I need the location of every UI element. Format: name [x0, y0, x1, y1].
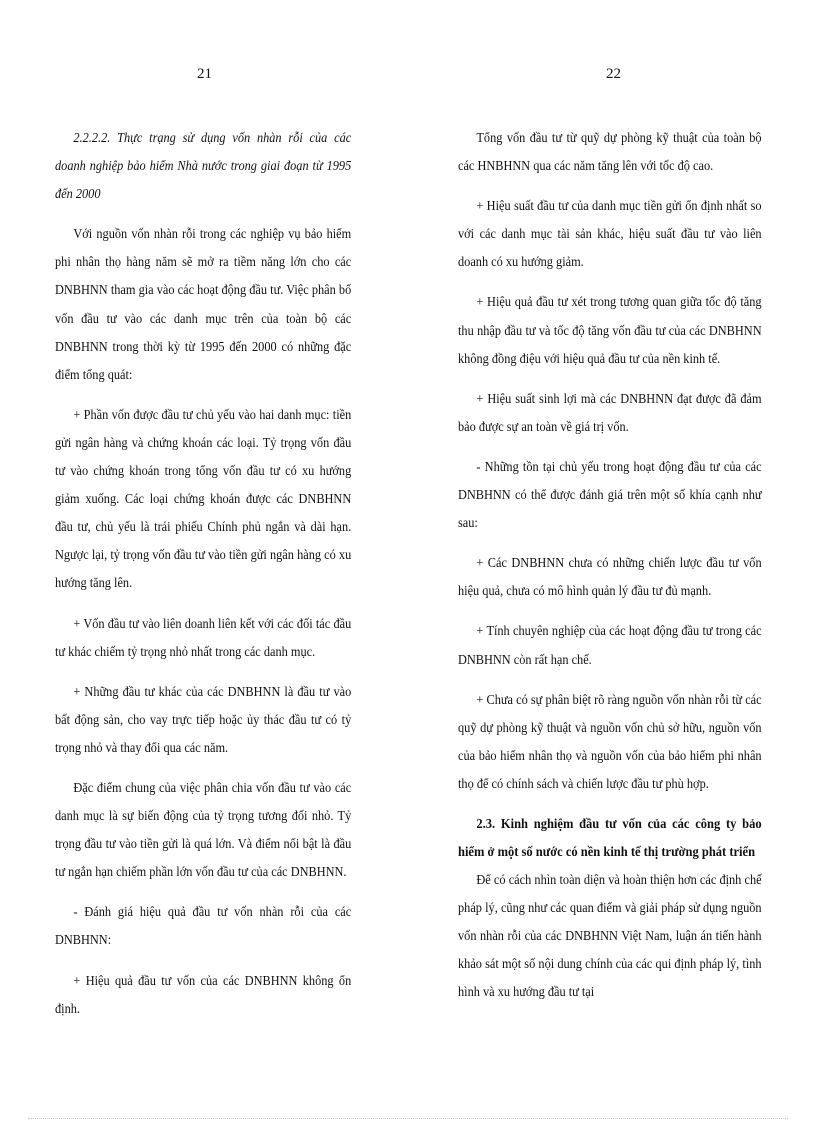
- paragraph: + Tính chuyên nghiệp của các hoạt động đầu tư trong các DNBHNN còn rất hạn chế.: [458, 623, 762, 667]
- paragraph: + Những đầu tư khác của các DNBHNN là đầu tư vào bất động sản, cho vay trực tiếp hoặc ủy thác đầu tư có tỷ trọng nhỏ và thay đổi qua các năm.: [55, 683, 352, 755]
- paragraph: Với nguồn vốn nhàn rỗi trong các nghiệp vụ bảo hiểm phi nhân thọ hàng năm sẽ mở ra tiềm năng lớn cho các DNBHNN tham gia vào các hoạt động đầu tư. Việc phân bổ vốn đầu tư vào các danh mục trên của toàn bộ các DNBHNN trong thời kỳ từ 1995 đến 2000 có những đặc điểm tổng quát:: [55, 226, 352, 382]
- paragraph: + Hiệu suất sinh lợi mà các DNBHNN đạt được đã đảm bảo được sự an toàn về giá trị vốn.: [458, 390, 762, 434]
- paragraph: + Hiệu quả đầu tư xét trong tương quan giữa tốc độ tăng thu nhập đầu tư và tốc độ tăng vốn đầu tư của các DNBHNN không đồng điệu với hiệu quả đầu tư của nền kinh tế.: [458, 294, 762, 366]
- paragraph: Để có cách nhìn toàn diện và hoàn thiện hơn các định chế pháp lý, cũng như các quan điểm và giải pháp sử dụng nguồn vốn nhàn rỗi của các DNBHNN Việt Nam, luận án tiến hành khảo sát một số nội dung chính của các qui định pháp lý, tình hình và xu hướng đầu tư tại: [458, 871, 762, 1000]
- left-page-column: [55, 124, 351, 1035]
- page-bottom-divider: [28, 1118, 788, 1119]
- paragraph: + Chưa có sự phân biệt rõ ràng nguồn vốn nhàn rỗi từ các quỹ dự phòng kỹ thuật và nguồn vốn chủ sở hữu, nguồn vốn của bảo hiểm nhân thọ và nguồn vốn của bảo hiểm phi nhân thọ để có chính sách và chiến lược đầu tư phù hợp.: [458, 691, 762, 791]
- paragraph: Tổng vốn đầu tư từ quỹ dự phòng kỹ thuật của toàn bộ các HNBHNN qua các năm tăng lên với tốc độ cao.: [458, 130, 762, 174]
- page-number-left: 21: [197, 66, 212, 82]
- page-number-right: 22: [606, 66, 621, 82]
- section-heading-2-2-2-2: 2.2.2.2. Thực trạng sử dụng vốn nhàn rỗi của các doanh nghiệp bảo hiểm Nhà nước trong giai đoạn từ 1995 đến 2000: [55, 130, 352, 202]
- paragraph: + Hiệu suất đầu tư của danh mục tiền gửi ổn định nhất so với các danh mục tài sản khác, hiệu suất đầu tư vào liên doanh có xu hướng giảm.: [458, 198, 762, 270]
- paragraph: + Phần vốn được đầu tư chủ yếu vào hai danh mục: tiền gửi ngân hàng và chứng khoán các loại. Tỷ trọng vốn đầu tư vào chứng khoán trong tổng vốn đầu tư có xu hướng giảm xuống. Các loại chứng khoán được các DNBHNN đầu tư, chủ yếu là trái phiếu Chính phủ ngắn và dài hạn. Ngược lại, tỷ trọng vốn đầu tư vào tiền gửi ngân hàng có xu hướng tăng lên.: [55, 406, 352, 591]
- paragraph: - Đánh giá hiệu quả đầu tư vốn nhàn rỗi của các DNBHNN:: [55, 904, 352, 948]
- paragraph: + Các DNBHNN chưa có những chiến lược đầu tư vốn hiệu quả, chưa có mô hình quản lý đầu tư đủ mạnh.: [458, 555, 762, 599]
- paragraph: Đặc điểm chung của việc phân chia vốn đầu tư vào các danh mục là sự biến động của tỷ trọng tương đối nhỏ. Tỷ trọng đầu tư vào tiền gửi là quá lớn. Và điểm nổi bật là đầu tư ngắn hạn chiếm phần lớn vốn đầu tư của các DNBHNN.: [55, 779, 352, 880]
- right-page-column: [458, 124, 762, 1018]
- paragraph: - Những tồn tại chủ yếu trong hoạt động đầu tư của các DNBHNN có thể được đánh giá trên một số khía cạnh như sau:: [458, 458, 762, 531]
- paragraph: + Hiệu quả đầu tư vốn của các DNBHNN không ổn định.: [55, 972, 352, 1016]
- section-heading-2-3: 2.3. Kinh nghiệm đầu tư vốn của các công ty bảo hiểm ở một số nước có nền kinh tế thị trường phát triển: [458, 815, 762, 859]
- paragraph: + Vốn đầu tư vào liên doanh liên kết với các đối tác đầu tư khác chiếm tỷ trọng nhỏ nhất trong các danh mục.: [55, 615, 352, 659]
